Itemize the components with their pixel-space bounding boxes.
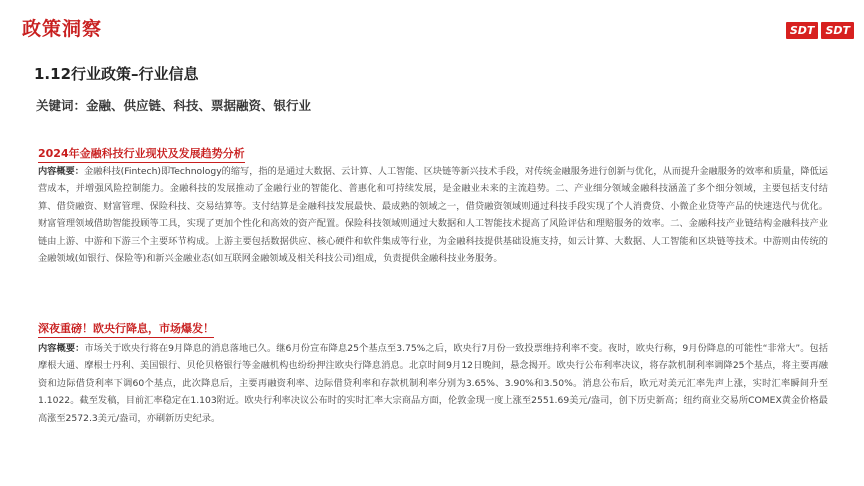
sdt-logo — [786, 22, 854, 39]
article-2-label: 内容概要： — [38, 343, 85, 354]
page-header-title: 政策洞察 — [22, 18, 103, 40]
logo-part-2: SDT — [821, 22, 854, 39]
logo-part-1: SDT — [786, 22, 819, 39]
article-2-title: 深夜重磅！欧央行降息，市场爆发！ — [38, 320, 214, 338]
article-2-text: 市场关于欧央行将在9月降息的消息落地已久。继6月份宣布降息25个基点至3.75%之后，欧央行7月份一致投票维持利率不变。夜时，欧央行称，9月份降息的可能性“非常大”。包括摩根大通、摩根士丹利、美国银行、贝伦贝格银行等金融机构也纷纷押注欧央行降息消息。北京时间9月12日晚间，悬念揭开。欧央行公布利率决议，将存款机制利率调降25个基点，将主要再融资和边际借贷利率下调60个基点，此次降息后，主要再融资利率、边际借贷利率和存款机制利率分别为3.65%、3.90%和3.50%。消息公布后，欧元对美元汇率先声上涨，实时汇率瞬间升至1.1022。截至发稿，目前汇率稳定在1.103附近。欧央行利率决议公布时的实时汇率大宗商品方面，伦敦金现一度上涨至2551.69美元/盎司，创下历史新高；纽约商业交易所COMEX黄金价格最高涨至2572.3美元/盎司，亦刷新历史纪录。 — [38, 343, 829, 424]
article-1-body — [38, 163, 828, 267]
article-1-label: 内容概要： — [38, 166, 84, 177]
article-2-body — [38, 340, 828, 427]
section-title: 1.12行业政策–行业信息 — [34, 65, 199, 83]
article-1-text: 金融科技(Fintech)即Technology的缩写，指的是通过大数据、云计算、人工智能、区块链等新兴技术手段，对传统金融服务进行创新与优化，从而提升金融服务的效率和质量，降低运营成本，并增强风险控制能力。金融科技的发展推动了金融行业的智能化、普惠化和可持续发展，是金融业未来的主流趋势。二、产业细分领域金融科技涵盖了多个细分领域，主要包括支付结算、借贷融资、财富管理、保险科技、交易结算等。支付结算是金融科技发展最快、最成熟的领域之一，借贷融资领域则通过科技手段实现了个人消费贷、小微企业贷等产品的快速迭代与优化。财富管理领域借助智能投顾等工具，实现了更加个性化和高效的资产配置。保险科技领域则通过大数据和人工智能技术提高了风险评估和理赔服务的效率。二、金融科技产业链结构金融科技产业链由上游、中游和下游三个主要环节构成。上游主要包括数据供应、核心硬件和软件集成等行业，为金融科技提供基础设施支持，如云计算、大数据、人工智能和区块链等技术。中游则由传统的金融领域(如银行、保险等)和新兴金融业态(如互联网金融领域及相关科技公司)组成，负责提供金融科技业务服务。 — [38, 166, 828, 265]
article-1-title: 2024年金融科技行业现状及发展趋势分析 — [38, 145, 245, 163]
keywords-line: 关键词：金融、供应链、科技、票据融资、银行业 — [36, 98, 312, 113]
